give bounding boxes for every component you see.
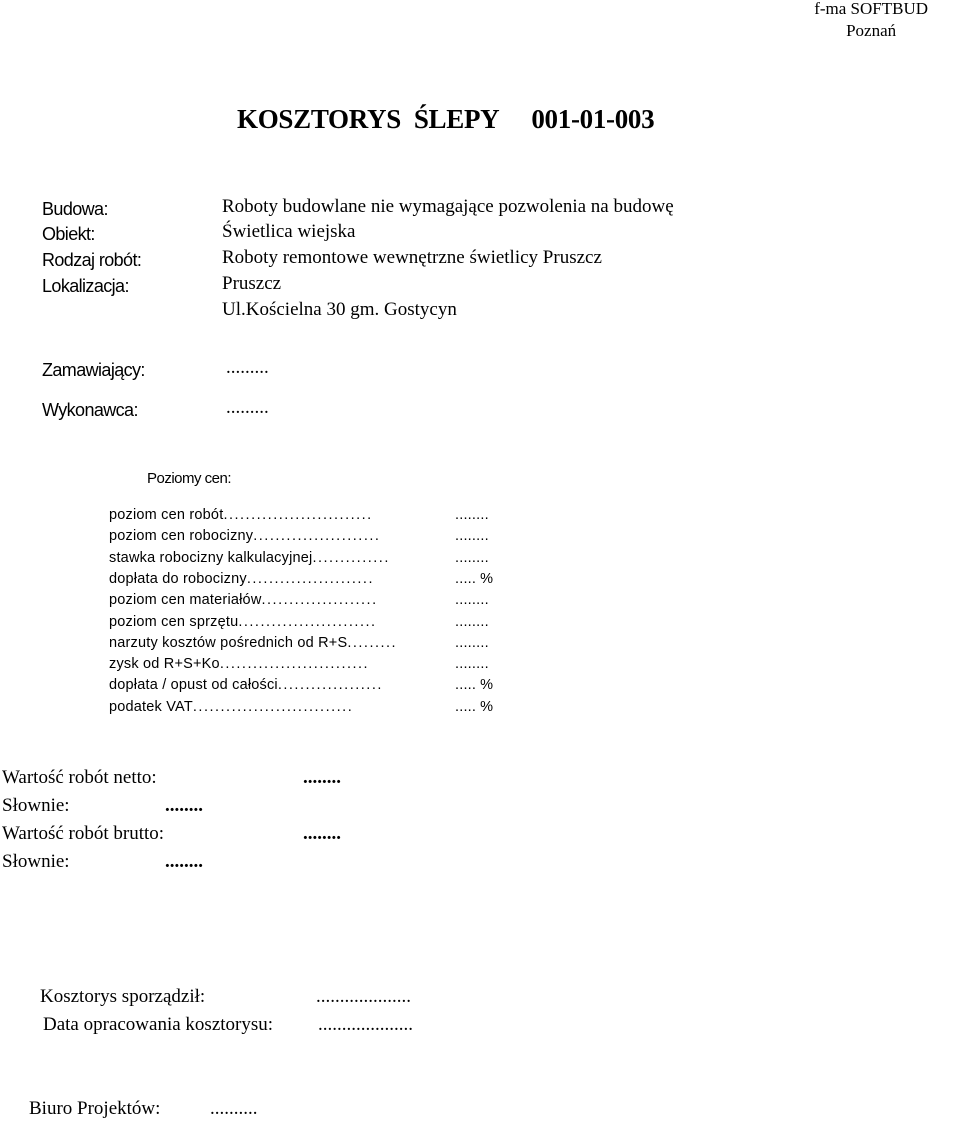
price-level-leader-dots: ..................... — [261, 592, 378, 609]
price-level-label: poziom cen robót — [109, 507, 224, 523]
net-words-value: ........ — [165, 795, 203, 816]
label-obiekt: Obiekt: — [42, 224, 95, 244]
label-zamawiajacy: Zamawiający: — [42, 360, 145, 380]
price-level-leader-dots: ............................. — [192, 698, 354, 715]
price-level-row — [109, 507, 489, 523]
estimate-number: 001-01-003 — [531, 104, 655, 134]
office-label: Biuro Projektów: — [29, 1098, 161, 1119]
price-level-value: ........ — [455, 528, 489, 545]
price-level-label: narzuty kosztów pośrednich od R+S — [109, 634, 348, 651]
price-level-value: ........ — [455, 634, 489, 651]
price-level-leader-dots: .............. — [312, 549, 390, 566]
price-level-label: podatek VAT — [109, 698, 193, 715]
price-level-unit: % — [480, 570, 494, 587]
value-obiekt: Świetlica wiejska — [222, 221, 356, 242]
price-level-value: ........ — [455, 656, 489, 673]
price-levels-heading: Poziomy cen: — [147, 470, 232, 487]
price-level-label: poziom cen sprzętu — [109, 613, 239, 630]
value-budowa: Roboty budowlane nie wymagające pozwolenia na budowę — [222, 196, 674, 217]
price-level-value: ..... — [455, 698, 477, 715]
price-level-value: ........ — [455, 613, 489, 630]
price-level-row — [109, 592, 489, 609]
price-level-unit: % — [480, 698, 494, 715]
price-level-leader-dots: ........................... — [219, 656, 370, 673]
price-level-leader-dots: ....................... — [253, 528, 381, 545]
price-level-unit: % — [480, 677, 494, 694]
price-level-row — [109, 677, 494, 694]
value-adres: Ul.Kościelna 30 gm. Gostycyn — [222, 299, 457, 320]
price-level-value: ........ — [455, 549, 489, 566]
value-rodzaj-robot: Roboty remontowe wewnętrzne świetlicy Pruszcz — [222, 247, 602, 268]
firm-city: Poznań — [846, 21, 897, 40]
price-level-label: dopłata do robocizny — [109, 570, 247, 587]
price-level-leader-dots: ....................... — [246, 570, 374, 587]
price-level-label: poziom cen robocizny — [109, 528, 254, 545]
document-title — [237, 104, 654, 135]
net-value: ........ — [303, 767, 341, 788]
gross-words-value: ........ — [165, 851, 203, 872]
prepared-by-value: .................... — [316, 986, 411, 1007]
title-text: KOSZTORYS ŚLEPY — [237, 104, 500, 134]
value-lokalizacja: Pruszcz — [222, 273, 282, 294]
date-label: Data opracowania kosztorysu: — [43, 1014, 274, 1035]
price-level-value: ..... — [455, 677, 477, 694]
price-level-leader-dots: ........................... — [223, 507, 373, 523]
price-level-row — [109, 570, 494, 587]
net-value-label: Wartość robót netto: — [2, 767, 157, 788]
price-level-row — [109, 528, 489, 545]
price-level-value: ........ — [455, 592, 489, 609]
label-lokalizacja: Lokalizacja: — [42, 276, 129, 296]
label-rodzaj-robot: Rodzaj robót: — [42, 250, 142, 270]
gross-value: ........ — [303, 823, 341, 844]
price-level-label: zysk od R+S+Ko — [109, 656, 220, 673]
firm-name: f-ma SOFTBUD — [814, 0, 928, 18]
price-level-label: poziom cen materiałów — [109, 592, 262, 609]
prepared-by-label: Kosztorys sporządził: — [40, 986, 206, 1007]
date-value: .................... — [318, 1014, 413, 1035]
label-wykonawca: Wykonawca: — [42, 400, 138, 420]
price-level-value: ..... — [455, 570, 477, 587]
price-level-leader-dots: ......... — [347, 634, 398, 651]
price-level-label: dopłata / opust od całości — [109, 677, 278, 694]
gross-value-label: Wartość robót brutto: — [2, 823, 165, 844]
value-zamawiajacy: ......... — [226, 357, 269, 378]
office-value: .......... — [210, 1098, 258, 1119]
price-level-row — [109, 549, 489, 566]
price-level-row — [109, 656, 489, 673]
price-level-row — [109, 698, 494, 715]
value-wykonawca: ......... — [226, 397, 269, 418]
price-level-leader-dots: ......................... — [238, 613, 377, 630]
net-words-label: Słownie: — [2, 795, 70, 816]
gross-words-label: Słownie: — [2, 851, 70, 872]
price-level-row — [109, 634, 489, 651]
firm-header — [814, 0, 928, 42]
price-level-row — [109, 613, 489, 630]
price-level-value: ........ — [455, 507, 489, 523]
price-level-label: stawka robocizny kalkulacyjnej — [109, 549, 313, 566]
label-budowa: Budowa: — [42, 199, 108, 219]
price-level-leader-dots: ................... — [277, 677, 383, 694]
